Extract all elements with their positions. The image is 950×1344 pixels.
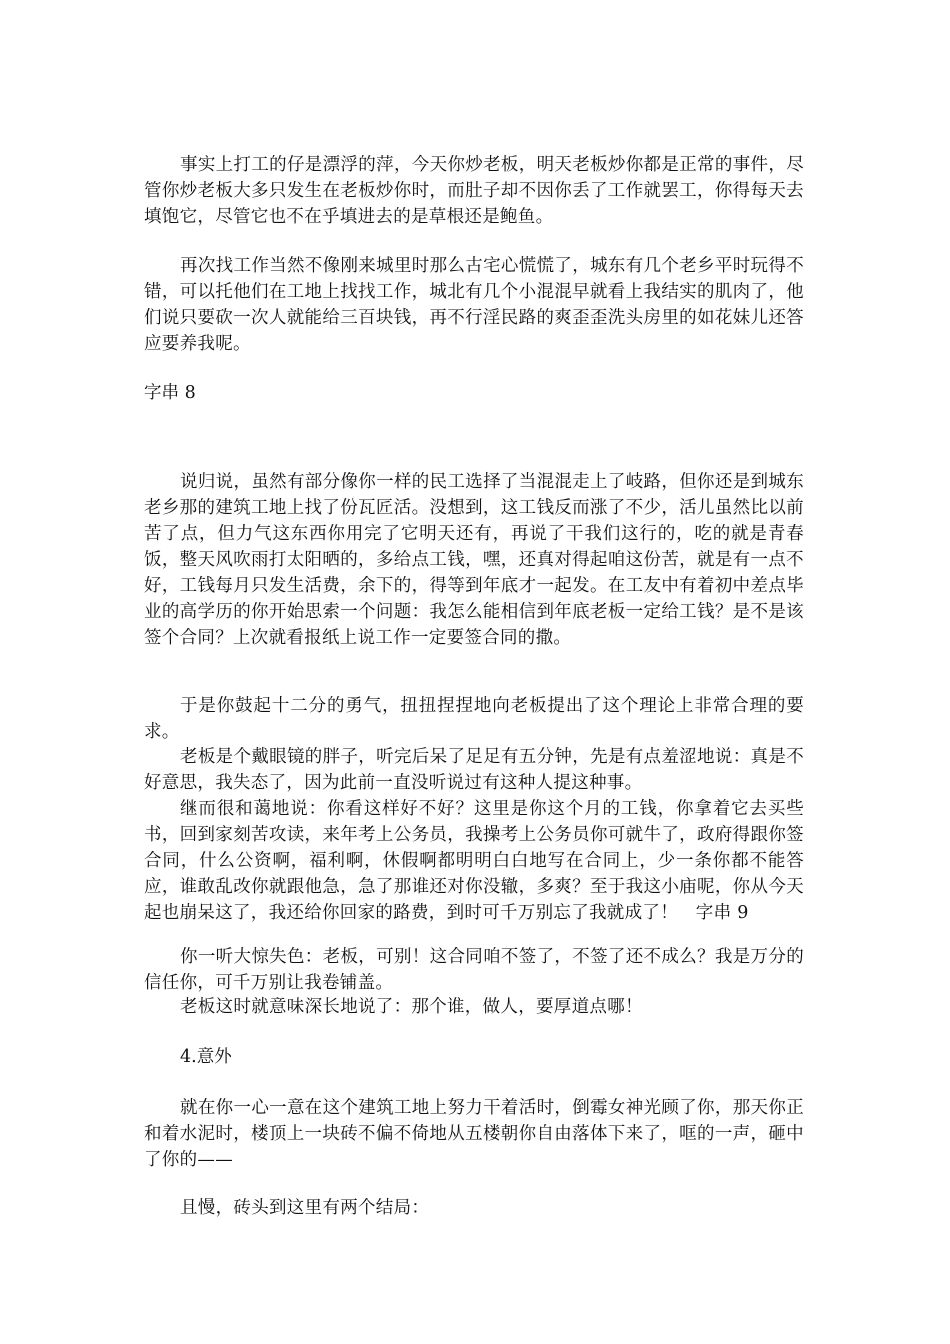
paragraph-5: 老板是个戴眼镜的胖子，听完后呆了足足有五分钟，先是有点羞涩地说：真是不好意思，我失态了，因为此前一直没听说过有这种人提这种事。 [144, 747, 804, 793]
paragraph-8: 老板这时就意味深长地说了：那个谁，做人，要厚道点哪！ [180, 997, 643, 1017]
paragraph-2: 再次找工作当然不像刚来城里时那么古宅心慌慌了，城东有几个老乡平时玩得不错，可以托他们在工地上找找工作，城北有几个小混混早就看上我结实的肌肉了，他们说只要砍一次人就能给三百块钱，再不行淫民路的爽歪歪洗头房里的如花妹儿还答应要养我呢。 [144, 256, 804, 354]
section-heading: 4.意外 [180, 1047, 232, 1067]
paragraph-6: 继而很和蔼地说：你看这样好不好？这里是你这个月的工钱，你拿着它去买些书，回到家刻苦攻读，来年考上公务员，我操考上公务员你可就牛了，政府得跟你签合同，什么公资啊，福利啊，休假啊都明明白白地写在合同上，少一条你都不能答应，谁敢乱改你就跟他急，急了那谁还对你没辙，多爽？至于我这小庙呢，你从今天起也崩呆这了，我还给你回家的路费，到时可千万别忘了我就成了！ 字串 9 [144, 799, 804, 923]
paragraph-4: 于是你鼓起十二分的勇气，扭扭捏捏地向老板提出了这个理论上非常合理的要求。 [144, 696, 804, 742]
paragraph-7: 你一听大惊失色：老板，可别！这合同咱不签了，不签了还不成么？我是万分的信任你，可千万别让我卷铺盖。 [144, 947, 804, 993]
paragraph-9: 就在你一心一意在这个建筑工地上努力干着活时，倒霉女神光顾了你，那天你正和着水泥时，楼顶上一块砖不偏不倚地从五楼朝你自由落体下来了，哐的一声，砸中了你的—— [144, 1098, 804, 1170]
string-marker-8: 字串 8 [144, 383, 196, 403]
paragraph-3: 说归说，虽然有部分像你一样的民工选择了当混混走上了岐路，但你还是到城东老乡那的建筑工地上找了份瓦匠活。没想到，这工钱反而涨了不少，活儿虽然比以前苦了点，但力气这东西你用完了它明天还有，再说了干我们这行的，吃的就是青春饭，整天风吹雨打太阳晒的，多给点工钱，嘿，还真对得起咱这份苦，就是有一点不好，工钱每月只发生活费，余下的，得等到年底才一起发。在工友中有着初中差点毕业的高学历的你开始思索一个问题：我怎么能相信到年底老板一定给工钱？是不是该签个合同？上次就看报纸上说工作一定要签合同的撒。 [144, 472, 804, 648]
paragraph-10: 且慢，砖头到这里有两个结局： [180, 1198, 430, 1218]
paragraph-1: 事实上打工的仔是漂浮的萍，今天你炒老板，明天老板炒你都是正常的事件，尽管你炒老板大多只发生在老板炒你时，而肚子却不因你丢了工作就罢工，你得每天去填饱它，尽管它也不在乎填进去的是草根还是鲍鱼。 [144, 155, 804, 227]
